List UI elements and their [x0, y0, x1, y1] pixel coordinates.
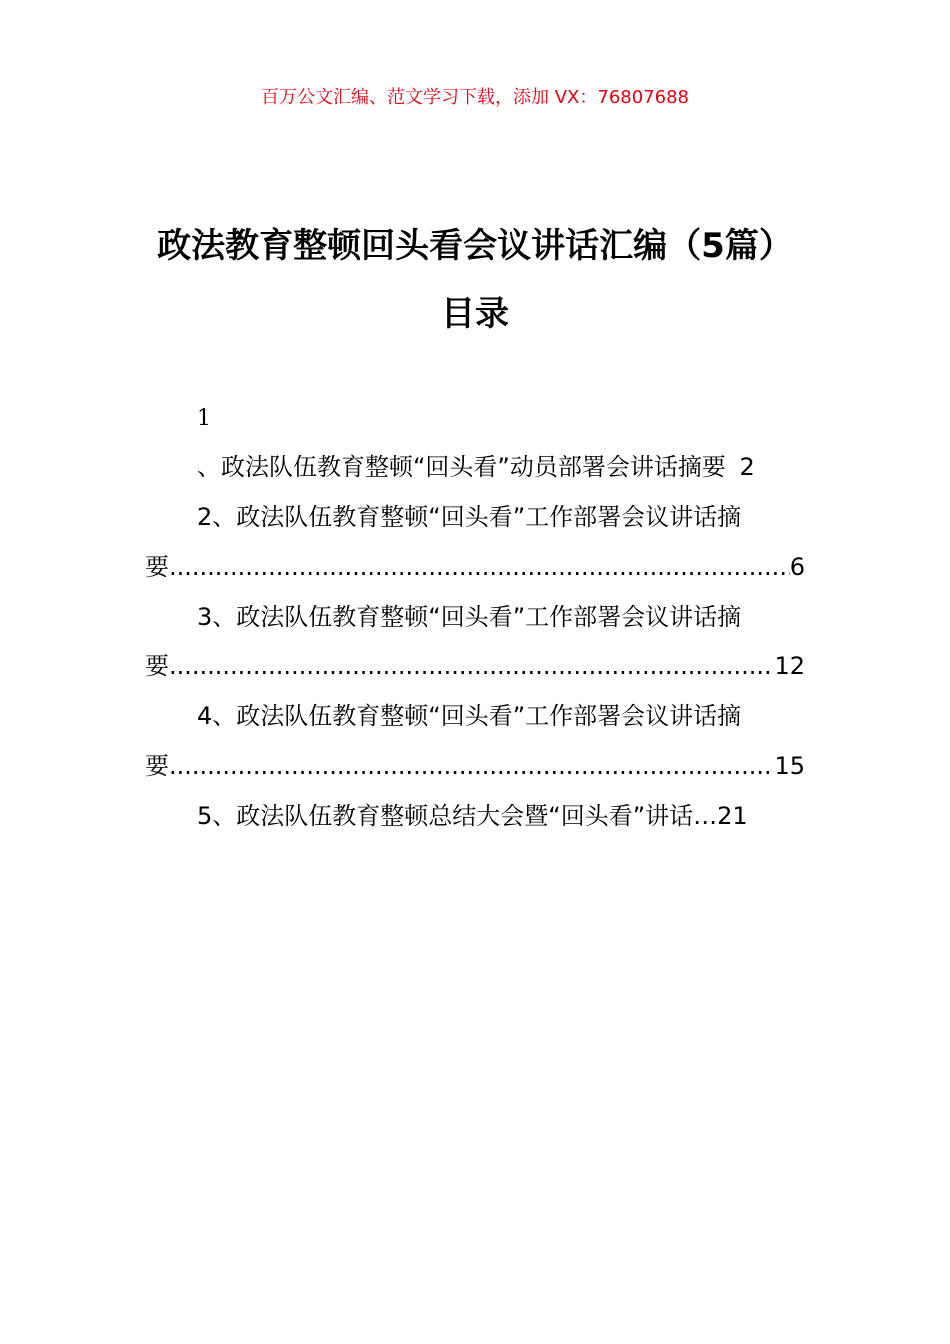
toc-entry-4-continuation[interactable] [145, 749, 805, 783]
toc-entry-4-text-cont: 要 [145, 752, 169, 780]
toc-entry-2-leader [169, 550, 790, 584]
toc-entry-1[interactable] [145, 450, 805, 484]
toc-entry-2-text-cont: 要 [145, 553, 169, 581]
toc-entry-4-text: 4、政法队伍教育整顿“回头看”工作部署会议讲话摘 [197, 702, 742, 730]
toc-entry-4[interactable] [145, 699, 805, 733]
toc-entry-5-page: 21 [717, 802, 748, 830]
toc-entry-2-continuation[interactable] [145, 550, 805, 584]
toc-entry-3-page: 12 [774, 652, 805, 680]
toc-entry-5-text: 5、政法队伍教育整顿总结大会暨“回头看”讲话… [197, 802, 718, 830]
document-title: 政法教育整顿回头看会议讲话汇编（5篇） [157, 226, 793, 266]
toc-entry-3-continuation[interactable] [145, 649, 805, 683]
toc-entry-3-text-cont: 要 [145, 652, 169, 680]
header-note: 百万公文汇编、范文学习下载，添加 VX：76807688 [261, 87, 689, 108]
toc-entry-1-text: 、政法队伍教育整顿“回头看”动员部署会讲话摘要 [197, 453, 726, 481]
toc-heading: 目录 [441, 294, 509, 334]
toc-entry-1-number-line [145, 400, 805, 434]
toc-entry-2[interactable] [145, 500, 805, 534]
toc-entry-3[interactable] [145, 600, 805, 634]
toc-entry-4-page: 15 [774, 752, 805, 780]
toc-entry-1-page: 2 [739, 453, 755, 481]
toc-entry-3-leader [169, 649, 774, 683]
toc-entry-1-number: 1 [197, 406, 211, 431]
toc-entry-3-text: 3、政法队伍教育整顿“回头看”工作部署会议讲话摘 [197, 603, 742, 631]
toc-entry-2-text: 2、政法队伍教育整顿“回头看”工作部署会议讲话摘 [197, 503, 742, 531]
toc-entry-2-page: 6 [789, 553, 805, 581]
toc-entry-4-leader [169, 749, 774, 783]
toc-entry-5[interactable] [145, 799, 805, 833]
